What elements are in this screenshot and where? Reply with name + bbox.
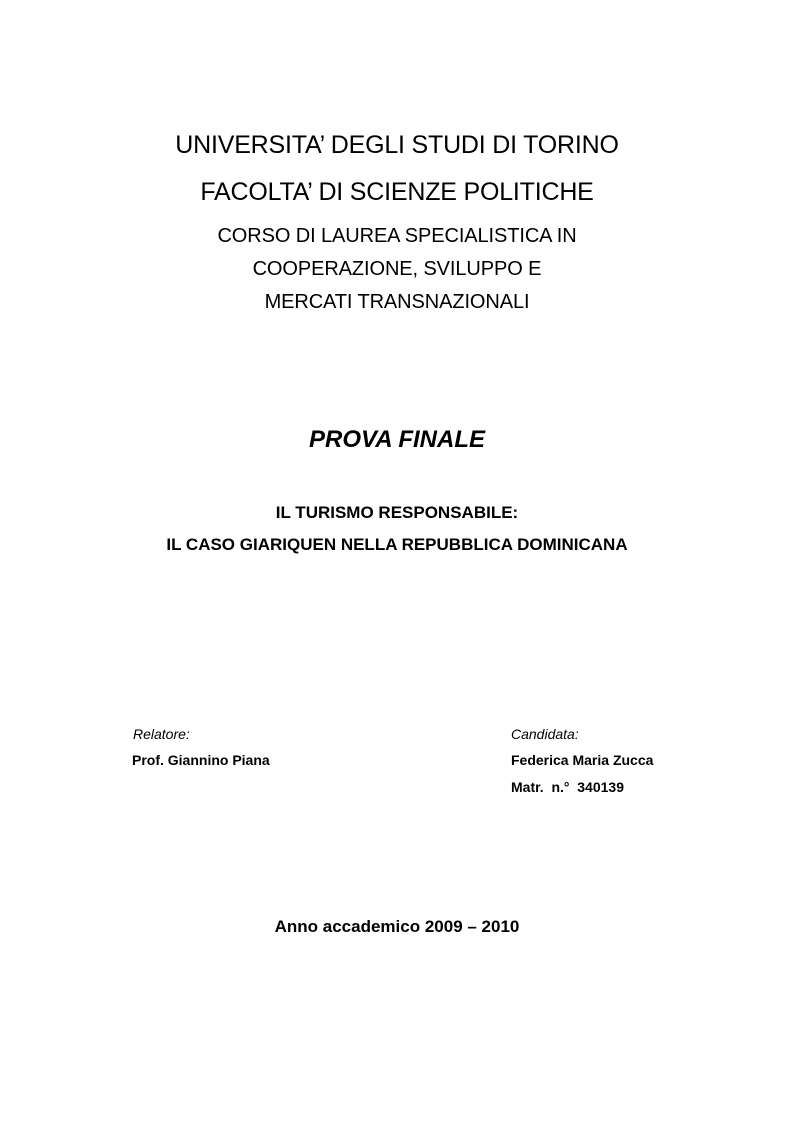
academic-year: Anno accademico 2009 – 2010 [274, 917, 520, 936]
document-type-title: PROVA FINALE [308, 426, 485, 453]
candidate-name: Federica Maria Zucca [511, 752, 654, 768]
supervisor-label: Relatore: [133, 726, 190, 742]
thesis-title-line-1: IL TURISMO RESPONSABILE: [275, 503, 519, 522]
faculty-name: FACOLTA’ DI SCIENZE POLITICHE [200, 178, 594, 206]
candidate-label: Candidata: [511, 726, 579, 742]
thesis-title-line-2: IL CASO GIARIQUEN NELLA REPUBBLICA DOMINICANA [166, 535, 628, 554]
candidate-matriculation: Matr. n.° 340139 [511, 779, 624, 795]
course-line-3: MERCATI TRANSNAZIONALI [264, 291, 530, 313]
course-line-1: CORSO DI LAUREA SPECIALISTICA IN [217, 225, 577, 247]
supervisor-name: Prof. Giannino Piana [132, 752, 270, 768]
course-line-2: COOPERAZIONE, SVILUPPO E [252, 258, 542, 280]
university-name: UNIVERSITA’ DEGLI STUDI DI TORINO [175, 131, 619, 159]
